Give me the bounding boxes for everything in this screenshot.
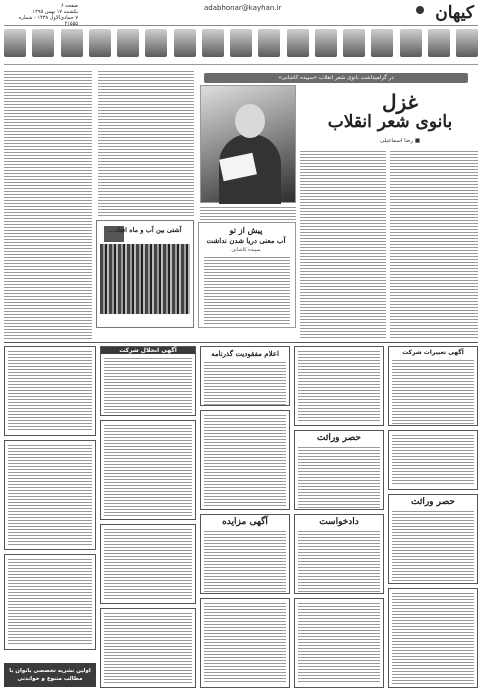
section-heading: دادخواست — [319, 517, 359, 527]
ad-block — [200, 346, 290, 406]
ad-text — [204, 361, 286, 405]
ad-text — [392, 434, 474, 486]
ad-block — [294, 430, 384, 510]
portrait-photo — [32, 29, 54, 57]
ad-text — [298, 530, 380, 592]
ad-text — [298, 602, 380, 684]
ad-text — [204, 602, 286, 684]
masthead — [4, 2, 478, 26]
portrait-photo — [202, 29, 224, 57]
ad-block — [4, 554, 96, 650]
feature-title-line-2: بانوی شعر انقلاب — [327, 112, 453, 132]
ad-text — [104, 424, 192, 516]
photo-caption — [200, 206, 296, 220]
bottom-banner: اولین نشریه تخصصی بانوان با مطالب متنوع و خواندنی — [4, 663, 96, 687]
portrait-photo — [400, 29, 422, 57]
portrait-photo — [145, 29, 167, 57]
ad-title: آگهی تغییرات شرکت — [402, 349, 464, 356]
poem-verses — [204, 256, 290, 324]
ad-block — [388, 346, 478, 426]
portrait-photo — [4, 29, 26, 57]
poem-poet: سپیده کاشانی — [231, 247, 261, 253]
section-heading: آگهی مزایده — [222, 517, 268, 527]
portrait-photo — [258, 29, 280, 57]
feature-byline: ■ رضا اسماعیلی — [380, 138, 421, 144]
poem-title: پیش از تو — [229, 225, 263, 235]
portrait-photo — [117, 29, 139, 57]
ad-text — [204, 414, 286, 506]
portrait-photo — [343, 29, 365, 57]
ad-block — [200, 598, 290, 688]
site-email: adabhonar@kayhan.ir — [204, 4, 282, 12]
ad-text — [8, 444, 92, 546]
portrait-photo — [456, 29, 478, 57]
ad-block — [294, 514, 384, 594]
ad-block — [4, 440, 96, 550]
left-box-title: آشتی بین آب و ماه افتاد... — [108, 226, 182, 234]
page-number: صفحه ۶ — [61, 3, 78, 9]
portrait-photo — [174, 29, 196, 57]
poem-subtitle: آب معنی دریا شدن نداشت — [206, 236, 286, 245]
right-column-text — [390, 150, 478, 340]
portrait-photo — [287, 29, 309, 57]
page-info — [8, 3, 78, 27]
ad-block — [388, 588, 478, 688]
ad-block — [200, 410, 290, 510]
ad-text — [298, 350, 380, 422]
ad-block — [100, 524, 196, 604]
ad-text — [204, 530, 286, 592]
middle-column-text — [98, 70, 194, 216]
feature-kicker: در گرامیداشت بانوی شعر انقلاب «سپیده کاشانی» — [204, 73, 468, 83]
ad-text — [298, 446, 380, 508]
faces-strip — [4, 27, 478, 65]
portrait-photo — [428, 29, 450, 57]
newspaper-logo: کیهان — [435, 3, 474, 23]
ad-block — [4, 346, 96, 436]
logo-badge-icon — [416, 6, 424, 14]
section-heading: حصر وراثت — [316, 433, 361, 443]
ad-block — [100, 420, 196, 520]
ad-text — [104, 528, 192, 600]
portrait-photo — [230, 29, 252, 57]
portrait-photo — [371, 29, 393, 57]
ad-text — [104, 357, 192, 413]
ad-title-dark: آگهی انحلال شرکت — [101, 347, 195, 354]
ad-text — [8, 558, 92, 646]
ad-block — [294, 598, 384, 688]
ad-text — [392, 359, 474, 425]
ad-block — [294, 346, 384, 426]
poet-photo — [200, 85, 296, 203]
section-heading: اعلام مفقودیت گذرنامه — [211, 349, 279, 358]
portrait-photo — [315, 29, 337, 57]
feature-column-text-2 — [300, 150, 386, 340]
ad-block — [388, 430, 478, 490]
ad-text — [8, 350, 92, 432]
section-heading: حصر وراثت — [410, 497, 455, 507]
left-column-text — [4, 70, 92, 340]
ad-block — [100, 608, 196, 688]
ad-text — [392, 592, 474, 684]
ad-block — [200, 514, 290, 594]
date-line-1: یکشنبه ۱۷ بهمن ۱۳۹۵ — [32, 9, 78, 15]
ad-text — [392, 510, 474, 582]
ad-block — [388, 494, 478, 584]
date-line-2: ۷ جمادی‌الاول ۱۴۳۸ - شماره ۲۱۵۵۵ — [18, 15, 78, 27]
ad-block — [100, 346, 196, 416]
section-divider — [4, 342, 478, 343]
ad-text — [104, 612, 192, 684]
crowd-photo — [100, 244, 190, 314]
feature-title-line-1: غزل — [381, 90, 419, 114]
photo-face — [235, 104, 265, 138]
portrait-photo — [61, 29, 83, 57]
portrait-photo — [89, 29, 111, 57]
